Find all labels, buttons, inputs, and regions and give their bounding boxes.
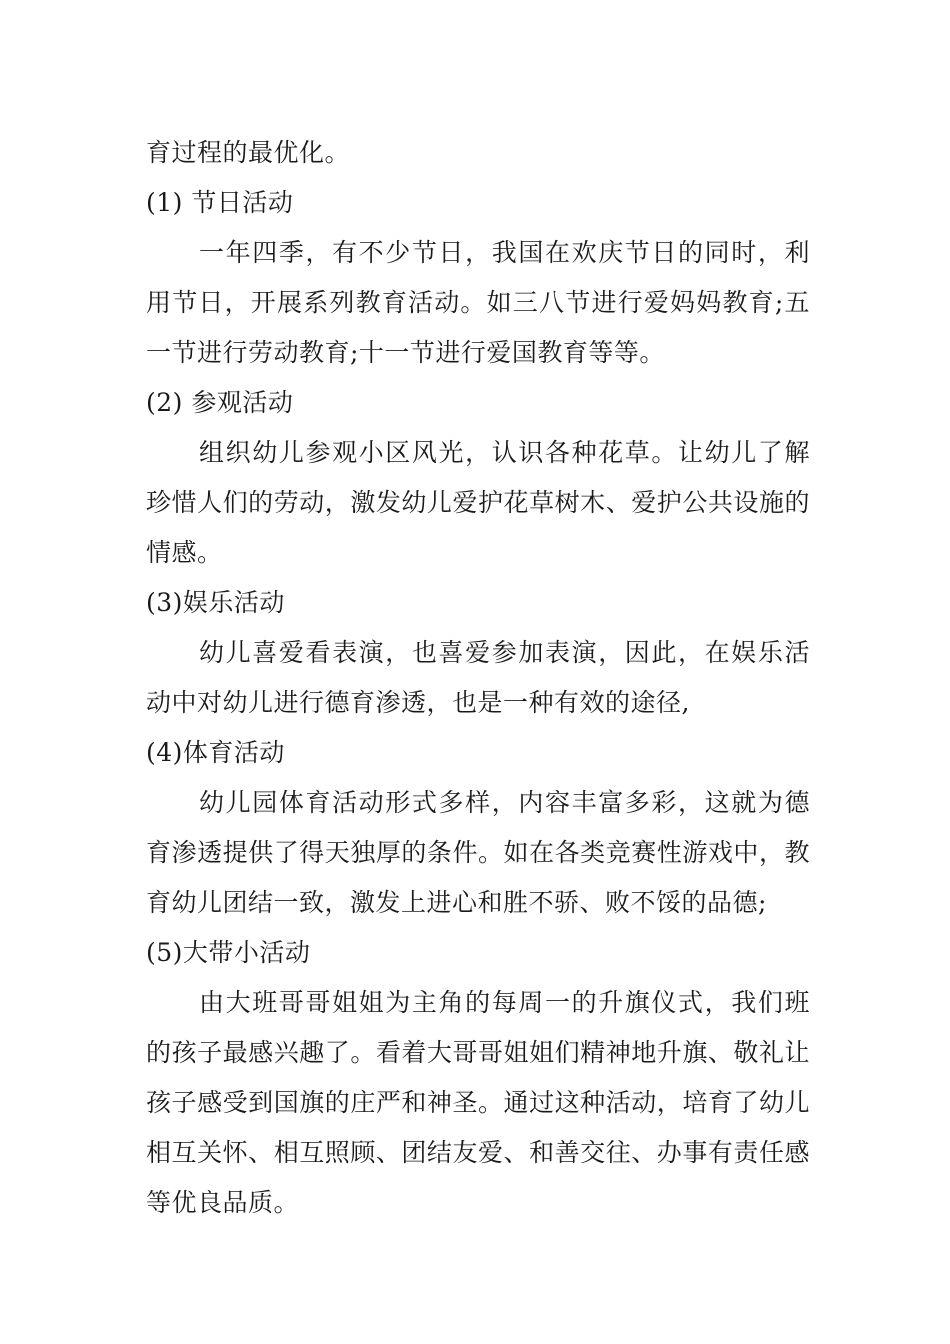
paragraph-mentoring-activities: 由大班哥哥姐姐为主角的每周一的升旗仪式，我们班的孩子最感兴趣了。看着大哥哥姐姐们精神地升旗、敬礼让孩子感受到国旗的庄严和神圣。通过这种活动，培育了幼儿相互关怀、相互照顾、团结友爱、和善交往、办事有责任感等优良品质。: [146, 988, 810, 1217]
section-heading-sports-activities: (4)体育活动: [146, 738, 285, 767]
section-heading-festival-activities: (1) 节日活动: [146, 188, 294, 217]
paragraph-sports-activities: 幼儿园体育活动形式多样，内容丰富多彩，这就为德育渗透提供了得天独厚的条件。如在各类竞赛性游戏中，教育幼儿团结一致，激发上进心和胜不骄、败不馁的品德;: [146, 788, 810, 917]
paragraph-visit-activities: 组织幼儿参观小区风光，认识各种花草。让幼儿了解珍惜人们的劳动，激发幼儿爱护花草树木、爱护公共设施的情感。: [146, 438, 810, 567]
paragraph-entertainment-activities: 幼儿喜爱看表演，也喜爱参加表演，因此，在娱乐活动中对幼儿进行德育渗透，也是一种有效的途径,: [146, 638, 810, 717]
paragraph-festival-activities: 一年四季，有不少节日，我国在欢庆节日的同时，利用节日，开展系列教育活动。如三八节进行爱妈妈教育;五一节进行劳动教育;十一节进行爱国教育等等。: [146, 238, 810, 367]
section-heading-entertainment-activities: (3)娱乐活动: [146, 588, 285, 617]
section-heading-mentoring-activities: (5)大带小活动: [146, 938, 311, 967]
document-body: [146, 128, 810, 1228]
paragraph-intro-continuation: 育过程的最优化。: [146, 138, 351, 167]
section-heading-visit-activities: (2) 参观活动: [146, 388, 294, 417]
